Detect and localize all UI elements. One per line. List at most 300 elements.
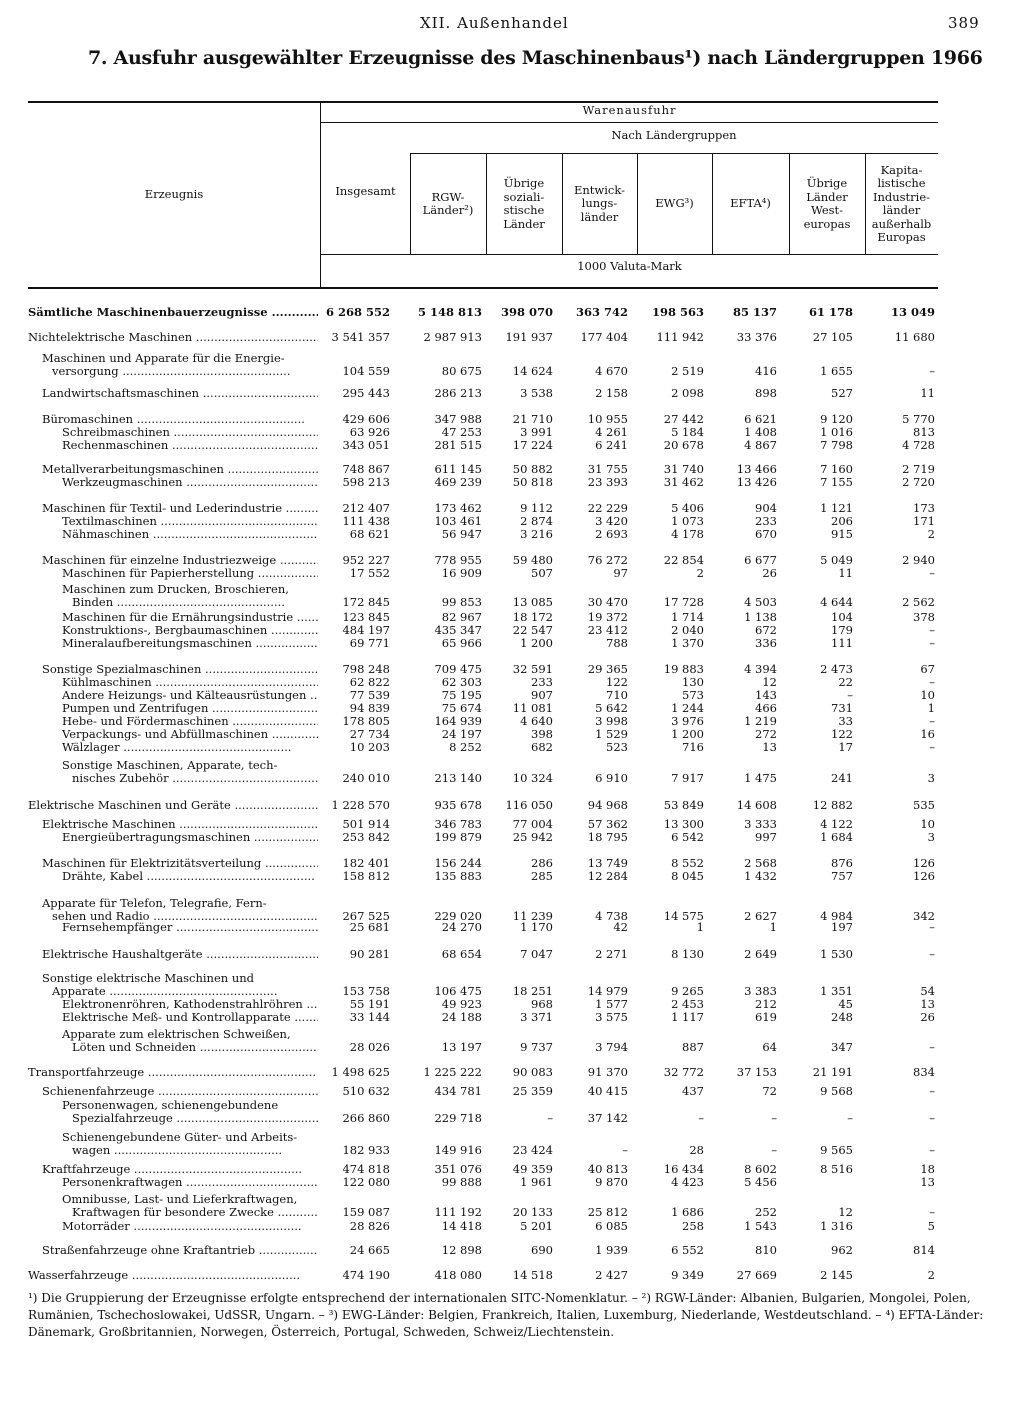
table-row-label <box>0 1130 1024 1144</box>
table-cell: 7 798 <box>820 438 853 452</box>
table-cell: 25 942 <box>512 830 553 844</box>
table-row <box>0 675 1024 689</box>
table-row <box>0 462 1024 476</box>
table-cell: 5 642 <box>595 701 628 715</box>
table-cell: 1 244 <box>671 701 704 715</box>
table-cell: 50 818 <box>512 475 553 489</box>
table-cell: – <box>847 688 853 702</box>
table-cell: 32 772 <box>663 1065 704 1079</box>
table-cell: 104 <box>831 610 853 624</box>
table-cell: 834 <box>913 1065 935 1079</box>
table-cell: 64 <box>762 1040 777 1054</box>
table-cell: 28 026 <box>349 1040 390 1054</box>
table-cell: 11 <box>920 386 935 400</box>
table-cell: 9 349 <box>671 1268 704 1282</box>
table-cell: – <box>929 1143 935 1157</box>
table-row-label <box>0 971 1024 985</box>
table-row <box>0 636 1024 650</box>
table-cell: 968 <box>531 997 553 1011</box>
row-label: Drähte, Kabel ..... <box>62 869 315 883</box>
table-cell: 179 <box>831 623 853 637</box>
table-cell: 4 423 <box>671 1175 704 1189</box>
table-cell: 3 420 <box>595 514 628 528</box>
table-cell: 1 686 <box>671 1205 704 1219</box>
table-cell: 116 050 <box>505 798 553 812</box>
table-cell: 281 515 <box>434 438 482 452</box>
header-erzeugnis: Erzeugnis <box>144 187 204 201</box>
table-cell: 12 898 <box>441 1243 482 1257</box>
header-line: Industrie- <box>872 189 931 204</box>
table-cell: 5 <box>927 1219 935 1233</box>
table-cell: 90 281 <box>349 947 390 961</box>
table-row <box>0 514 1024 528</box>
table-row <box>0 662 1024 676</box>
table-cell: 347 988 <box>434 412 482 426</box>
table-cell: 3 794 <box>595 1040 628 1054</box>
table-cell: – <box>929 1040 935 1054</box>
table-cell: 1 370 <box>671 636 704 650</box>
table-cell: 3 976 <box>671 714 704 728</box>
row-label: Elektrische Maschinen und Geräte ..... <box>28 798 318 812</box>
table-cell: – <box>929 714 935 728</box>
table-cell: 213 140 <box>434 771 482 785</box>
table-cell: 111 438 <box>342 514 390 528</box>
table-cell: 149 916 <box>434 1143 482 1157</box>
table-cell: 13 426 <box>736 475 777 489</box>
row-label: Konstruktions-, Bergbaumaschinen ..... <box>62 623 318 637</box>
table-row <box>0 869 1024 883</box>
table-cell: 14 418 <box>441 1219 482 1233</box>
table-cell: 14 979 <box>587 984 628 998</box>
table-cell: 2 720 <box>902 475 935 489</box>
header-rule <box>321 122 938 123</box>
table-cell: 437 <box>682 1084 704 1098</box>
header-rule <box>410 153 938 154</box>
table-cell: 904 <box>755 501 777 515</box>
table-cell: 2 562 <box>902 595 935 609</box>
table-cell: 2 <box>927 1268 935 1282</box>
table-cell: 1 <box>696 920 704 934</box>
table-cell: 4 867 <box>744 438 777 452</box>
table-cell: 159 087 <box>342 1205 390 1219</box>
row-label: Personenkraftwagen ..... <box>62 1175 318 1189</box>
row-label: Sonstige Maschinen, Apparate, tech- <box>62 758 278 772</box>
table-cell: 77 004 <box>512 817 553 831</box>
table-cell: 30 470 <box>587 595 628 609</box>
table-cell: 267 525 <box>342 909 390 923</box>
table-cell: 4 178 <box>671 527 704 541</box>
table-cell: 12 <box>762 675 777 689</box>
table-cell: 47 253 <box>441 425 482 439</box>
table-cell: 1 432 <box>744 869 777 883</box>
table-row <box>0 1205 1024 1219</box>
table-row <box>0 997 1024 1011</box>
table-cell: 22 854 <box>663 553 704 567</box>
table-cell: 240 010 <box>342 771 390 785</box>
table-cell: 9 265 <box>671 984 704 998</box>
table-cell: 13 085 <box>512 595 553 609</box>
table-cell: 13 197 <box>441 1040 482 1054</box>
table-cell: 670 <box>755 527 777 541</box>
table-cell: 104 559 <box>342 364 390 378</box>
table-cell: 343 051 <box>342 438 390 452</box>
row-label: Maschinen zum Drucken, Broschieren, <box>62 582 289 596</box>
table-cell: 6 621 <box>744 412 777 426</box>
table-cell: 1 117 <box>671 1010 704 1024</box>
table-row <box>0 1243 1024 1257</box>
table-cell: 1 498 625 <box>331 1065 390 1079</box>
table-cell: 336 <box>755 636 777 650</box>
table-cell: 14 575 <box>663 909 704 923</box>
row-label: Wasserfahrzeuge ..... <box>28 1268 300 1282</box>
header-insgesamt: Insgesamt <box>335 184 396 198</box>
table-cell: 2 649 <box>744 947 777 961</box>
table-cell: 85 137 <box>732 305 777 319</box>
row-label: Mineralaufbereitungsmaschinen ..... <box>62 636 318 650</box>
table-title: 7. Ausfuhr ausgewählter Erzeugnisse des Maschinenbaus¹) nach Ländergruppen 1966 <box>88 47 983 69</box>
row-label: Sonstige elektrische Maschinen und <box>42 971 255 985</box>
table-cell: 130 <box>682 675 704 689</box>
table-row-label <box>0 896 1024 910</box>
table-row <box>0 984 1024 998</box>
row-label: Pumpen und Zentrifugen ..... <box>62 701 318 715</box>
table-row <box>0 1143 1024 1157</box>
table-cell: 126 <box>913 869 935 883</box>
table-cell: 3 333 <box>744 817 777 831</box>
table-cell: 573 <box>682 688 704 702</box>
table-cell: 1 170 <box>520 920 553 934</box>
header-bottom-rule <box>28 287 938 289</box>
table-cell: 233 <box>531 675 553 689</box>
table-cell: 16 909 <box>441 566 482 580</box>
table-cell: – <box>929 1111 935 1125</box>
table-cell: 6 268 552 <box>325 305 390 319</box>
header-line: Länder²) <box>422 203 474 217</box>
table-cell: 416 <box>755 364 777 378</box>
table-row <box>0 830 1024 844</box>
table-cell: 7 160 <box>820 462 853 476</box>
table-cell: 286 <box>531 856 553 870</box>
table-cell: 40 813 <box>587 1162 628 1176</box>
table-cell: 156 244 <box>434 856 482 870</box>
row-label: Straßenfahrzeuge ohne Kraftantrieb ..... <box>42 1243 318 1257</box>
table-cell: 26 <box>762 566 777 580</box>
table-cell: 6 241 <box>595 438 628 452</box>
header-country-group <box>865 164 938 245</box>
table-cell: 347 <box>831 1040 853 1054</box>
header-line: außerhalb <box>871 216 932 231</box>
table-cell: 398 <box>531 727 553 741</box>
header-country-group <box>562 184 637 225</box>
table-cell: 887 <box>682 1040 704 1054</box>
table-cell: 8 552 <box>671 856 704 870</box>
table-row <box>0 688 1024 702</box>
table-row <box>0 425 1024 439</box>
row-label: Maschinen und Apparate für die Energie- <box>42 351 285 365</box>
header-line: West- <box>810 203 844 217</box>
table-cell: 7 047 <box>520 947 553 961</box>
table-row <box>0 527 1024 541</box>
row-label: Apparate für Telefon, Telegrafie, Fern- <box>42 896 267 910</box>
table-cell: 9 112 <box>520 501 553 515</box>
row-label: Maschinen für einzelne Industriezweige ..... <box>42 553 318 567</box>
table-cell: 18 251 <box>512 984 553 998</box>
table-cell: 2 <box>696 566 704 580</box>
table-cell: 173 <box>913 501 935 515</box>
table-cell: 1 200 <box>520 636 553 650</box>
table-cell: 99 888 <box>441 1175 482 1189</box>
table-cell: 25 681 <box>349 920 390 934</box>
row-label: Personenwagen, schienengebundene <box>62 1098 279 1112</box>
table-cell: 40 415 <box>587 1084 628 1098</box>
table-cell: 474 818 <box>342 1162 390 1176</box>
table-cell: 523 <box>606 740 628 754</box>
header-top-rule <box>28 101 938 103</box>
table-row <box>0 701 1024 715</box>
table-cell: 1 684 <box>820 830 853 844</box>
table-cell: 11 239 <box>512 909 553 923</box>
header-line: EFTA⁴) <box>730 196 771 211</box>
table-cell: 171 <box>913 514 935 528</box>
table-row <box>0 610 1024 624</box>
table-cell: 5 184 <box>671 425 704 439</box>
table-cell: 3 575 <box>595 1010 628 1024</box>
table-cell: 6 542 <box>671 830 704 844</box>
table-cell: 876 <box>831 856 853 870</box>
table-cell: 49 923 <box>441 997 482 1011</box>
table-cell: 1 138 <box>744 610 777 624</box>
table-cell: 731 <box>831 701 853 715</box>
table-cell: 418 080 <box>434 1268 482 1282</box>
table-cell: 398 070 <box>500 305 553 319</box>
chapter-heading: XII. Außenhandel <box>420 14 569 32</box>
header-line: Kapita- <box>880 162 923 177</box>
row-label: Maschinen für Papierherstellung ..... <box>62 566 318 580</box>
table-cell: 252 <box>755 1205 777 1219</box>
table-cell: 10 955 <box>587 412 628 426</box>
table-cell: 716 <box>682 740 704 754</box>
row-label: Nichtelektrische Maschinen ..... <box>28 330 318 344</box>
table-cell: – <box>929 675 935 689</box>
table-cell: 2 158 <box>595 386 628 400</box>
table-cell: 6 085 <box>595 1219 628 1233</box>
table-cell: – <box>771 1111 777 1125</box>
table-cell: 94 839 <box>349 701 390 715</box>
table-cell: 1 228 570 <box>331 798 390 812</box>
table-cell: 164 939 <box>434 714 482 728</box>
table-cell: 2 <box>927 527 935 541</box>
table-cell: – <box>622 1143 628 1157</box>
table-cell: 1 577 <box>595 997 628 1011</box>
table-cell: 31 462 <box>663 475 704 489</box>
table-cell: 33 <box>838 714 853 728</box>
row-label: Textilmaschinen ..... <box>62 514 318 528</box>
table-cell: 2 940 <box>902 553 935 567</box>
table-cell: 598 213 <box>342 475 390 489</box>
table-row-label <box>0 1027 1024 1041</box>
table-cell: 17 728 <box>663 595 704 609</box>
table-cell: 67 <box>920 662 935 676</box>
table-cell: 935 678 <box>434 798 482 812</box>
table-cell: 4 728 <box>902 438 935 452</box>
row-label: Hebe- und Fördermaschinen ..... <box>62 714 318 728</box>
table-cell: 1 <box>769 920 777 934</box>
header-line: Länder <box>806 189 848 204</box>
footnote-text: ¹) Die Gruppierung der Erzeugnisse erfolgte entsprechend der internationalen SITC-Nomenklatur. – ²) RGW-Länder: Albanien, Bulgarien, Mongolei, Polen, Rumänien, Tschechoslowakei, UdSSR, Ungarn. – ³) EWG-Länder: Belgien, Frankreich, Italien, Luxemburg, Niederlande, Westdeutschland. – ⁴) EFTA-Länder: Dänemark, Großbritannien, Norwegen, Österreich, Portugal, Schweden, Schweiz/Liechtenstein. <box>28 1291 984 1339</box>
table-cell: – <box>547 1111 553 1125</box>
table-cell: 4 670 <box>595 364 628 378</box>
table-cell: 915 <box>831 527 853 541</box>
table-cell: 198 563 <box>651 305 704 319</box>
table-cell: 3 216 <box>520 527 553 541</box>
table-cell: – <box>929 364 935 378</box>
table-cell: 229 718 <box>434 1111 482 1125</box>
row-label: Motorräder ..... <box>62 1219 302 1233</box>
row-label: Sonstige Spezialmaschinen ..... <box>42 662 318 676</box>
header-country-group <box>486 177 562 231</box>
table-cell: 757 <box>831 869 853 883</box>
table-cell: 466 <box>755 701 777 715</box>
table-row <box>0 714 1024 728</box>
table-cell: 1 <box>927 701 935 715</box>
table-row-label <box>0 351 1024 365</box>
row-label: Büromaschinen ..... <box>42 412 305 426</box>
table-row <box>0 438 1024 452</box>
row-label: Elektrische Haushaltgeräte ..... <box>42 947 318 961</box>
table-cell: 62 822 <box>349 675 390 689</box>
table-cell: – <box>771 1143 777 1157</box>
row-label: Schienengebundene Güter- und Arbeits- <box>62 1130 298 1144</box>
table-row <box>0 1010 1024 1024</box>
header-country-group <box>637 197 712 211</box>
table-cell: 501 914 <box>342 817 390 831</box>
row-label: Werkzeugmaschinen ..... <box>62 475 318 489</box>
table-cell: 2 427 <box>595 1268 628 1282</box>
table-cell: 103 461 <box>434 514 482 528</box>
table-cell: 59 480 <box>512 553 553 567</box>
table-cell: 61 178 <box>808 305 853 319</box>
table-cell: 814 <box>913 1243 935 1257</box>
table-cell: 97 <box>613 566 628 580</box>
table-cell: 266 860 <box>342 1111 390 1125</box>
table-cell: 111 <box>831 636 853 650</box>
table-cell: 1 219 <box>744 714 777 728</box>
table-cell: 206 <box>831 514 853 528</box>
table-cell: 21 710 <box>512 412 553 426</box>
table-cell: 172 845 <box>342 595 390 609</box>
table-cell: – <box>929 1205 935 1219</box>
table-cell: 8 045 <box>671 869 704 883</box>
table-cell: – <box>929 920 935 934</box>
table-cell: 126 <box>913 856 935 870</box>
table-cell: 14 518 <box>512 1268 553 1282</box>
table-cell: 42 <box>613 920 628 934</box>
table-cell: 3 541 357 <box>331 330 390 344</box>
row-label: Maschinen für die Ernährungsindustrie ..... <box>62 610 318 624</box>
table-cell: 898 <box>755 386 777 400</box>
table-cell: 24 188 <box>441 1010 482 1024</box>
row-label: Maschinen für Elektrizitätsverteilung ..... <box>42 856 318 870</box>
table-cell: 13 300 <box>663 817 704 831</box>
table-cell: 19 372 <box>587 610 628 624</box>
table-cell: 91 370 <box>587 1065 628 1079</box>
row-label: Apparate ..... <box>52 984 277 998</box>
row-label: Maschinen für Textil- und Lederindustrie ..... <box>42 501 318 515</box>
table-cell: 197 <box>831 920 853 934</box>
table-cell: – <box>929 636 935 650</box>
table-cell: 80 675 <box>441 364 482 378</box>
table-cell: 5 148 813 <box>417 305 482 319</box>
table-cell: 5 456 <box>744 1175 777 1189</box>
header-line: Übrige <box>806 176 848 190</box>
table-cell: 527 <box>831 386 853 400</box>
table-cell: 710 <box>606 688 628 702</box>
table-cell: 153 758 <box>342 984 390 998</box>
table-cell: 17 <box>838 740 853 754</box>
table-cell: 25 812 <box>587 1205 628 1219</box>
header-country-group <box>410 191 486 218</box>
table-cell: – <box>929 947 935 961</box>
table-cell: 2 040 <box>671 623 704 637</box>
table-cell: 28 826 <box>349 1219 390 1233</box>
table-cell: 76 272 <box>587 553 628 567</box>
table-cell: 18 795 <box>587 830 628 844</box>
table-cell: 1 543 <box>744 1219 777 1233</box>
row-label: Fernsehempfänger ..... <box>62 920 318 934</box>
table-cell: 22 547 <box>512 623 553 637</box>
table-cell: 69 771 <box>349 636 390 650</box>
row-label: Wälzlager ..... <box>62 740 291 754</box>
header-line: europas <box>803 216 851 231</box>
table-cell: 4 122 <box>820 817 853 831</box>
table-cell: 62 303 <box>441 675 482 689</box>
table-cell: 351 076 <box>434 1162 482 1176</box>
table-cell: 682 <box>531 740 553 754</box>
table-cell: 1 530 <box>820 947 853 961</box>
table-cell: 55 191 <box>349 997 390 1011</box>
header-country-group <box>712 197 789 211</box>
table-cell: 6 552 <box>671 1243 704 1257</box>
table-cell: – <box>929 566 935 580</box>
table-row <box>0 364 1024 378</box>
row-label: Nähmaschinen ..... <box>62 527 318 541</box>
table-cell: 135 883 <box>434 869 482 883</box>
header-rule <box>321 254 938 255</box>
table-cell: 7 155 <box>820 475 853 489</box>
header-line: soziali- <box>503 189 545 204</box>
table-cell: 122 <box>606 675 628 689</box>
table-cell: 75 674 <box>441 701 482 715</box>
table-cell: 122 080 <box>342 1175 390 1189</box>
table-row <box>0 1111 1024 1125</box>
table-row <box>0 817 1024 831</box>
header-line: listische <box>877 176 926 190</box>
table-cell: 1 408 <box>744 425 777 439</box>
table-cell: 709 475 <box>434 662 482 676</box>
table-cell: 788 <box>606 636 628 650</box>
table-cell: 962 <box>831 1243 853 1257</box>
table-cell: 24 270 <box>441 920 482 934</box>
row-label: Elektrische Maschinen ..... <box>42 817 318 831</box>
table-cell: 173 462 <box>434 501 482 515</box>
table-cell: 2 453 <box>671 997 704 1011</box>
table-cell: 13 <box>762 740 777 754</box>
table-row <box>0 920 1024 934</box>
table-cell: 31 755 <box>587 462 628 476</box>
table-cell: 68 621 <box>349 527 390 541</box>
table-row <box>0 595 1024 609</box>
table-cell: 2 271 <box>595 947 628 961</box>
